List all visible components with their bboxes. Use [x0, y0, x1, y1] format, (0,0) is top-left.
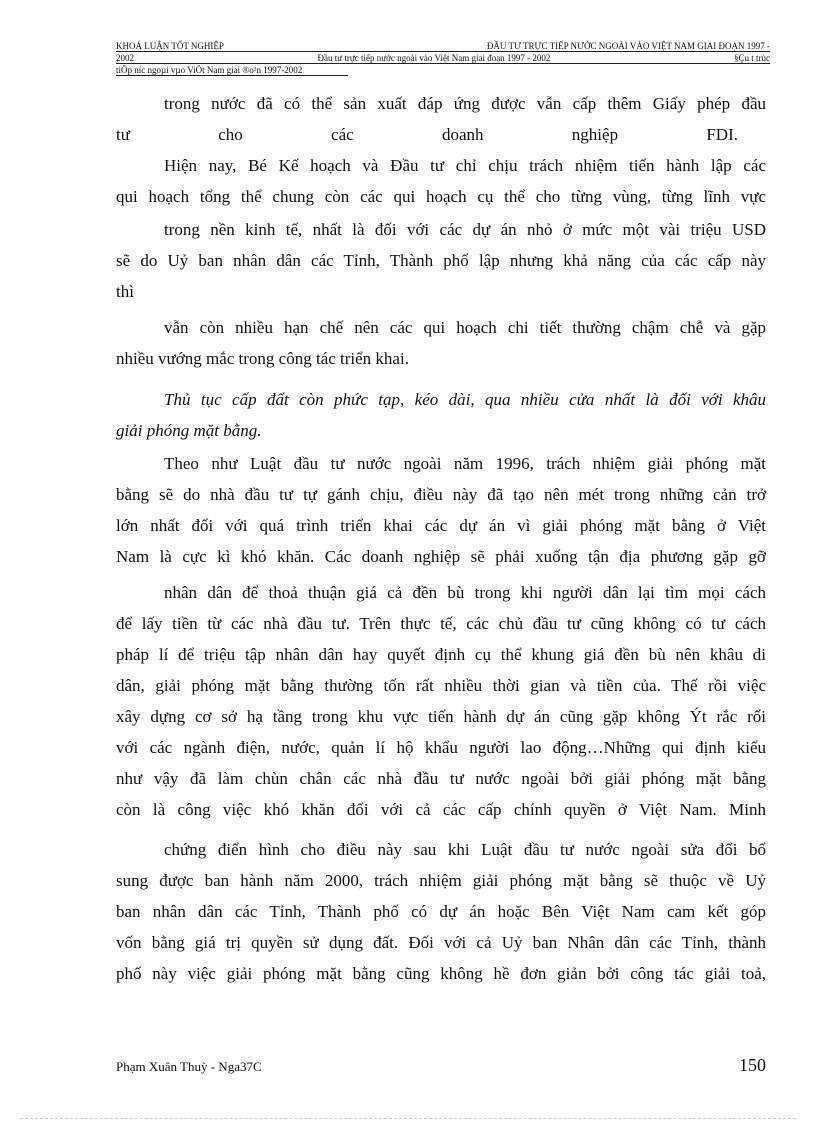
text-line: như vậy đã làm chùn chân các nhà đầu tư nước ngoài bởi giải phóng mặt bằng [116, 769, 766, 788]
text-line: lớn nhất đối với quá trình triển khai các dự án vì giải phóng mặt bằng ở Việt [116, 516, 766, 535]
text-line: vẫn còn nhiều hạn chế nên các qui hoạch chi tiết thường chậm chễ và gặp [164, 318, 766, 337]
page-footer [116, 1055, 766, 1076]
text-line: sung được ban hành năm 2000, trách nhiệm giải phóng mặt bằng sẽ thuộc về Uỷ [116, 871, 766, 890]
text-line: ban nhân dân các Tỉnh, Thành phố có dự án hoặc Bên Việt Nam cam kết góp [116, 902, 766, 921]
paragraph-2 [116, 150, 766, 212]
header-rule-3 [116, 75, 348, 76]
text-line: pháp lí để triệu tập nhân dân hay quyết định cụ thể khung giá đền bù nên khâu di [116, 645, 766, 664]
text-line: nhiều vướng mắc trong công tác triển khai. [116, 349, 409, 368]
header-rule-2 [116, 63, 770, 64]
text-line: xây dựng cơ sở hạ tầng trong khu vực tiến hành dự án cũng gặp không Ýt rắc rối [116, 707, 766, 726]
text-line: bằng sẽ do nhà đầu tư tự gánh chịu, điều này đã tạo nên mét trong những cản trở [116, 485, 766, 504]
text-line: trong nước đã có thể sản xuất đáp ứng được vẫn cấp thêm Giấy phép đầu [164, 94, 766, 113]
header-row3-text: tiÕp níc ngoµi vµo ViÖt Nam giai ®o¹n 1997-2002 [116, 65, 303, 75]
text-line: với các ngành điện, nước, quản lí hộ khẩu người lao động…Những qui định kiểu [116, 738, 766, 757]
header-right-title: ĐẦU TƯ TRỰC TIẾP NƯỚC NGOÀI VÀO VIỆT NAM GIAI ĐOẠN 1997 - [486, 41, 770, 51]
header-row2-right: §Çu t trùc [733, 53, 770, 63]
text-line: vốn bằng giá trị quyền sử dụng đất. Đối với cả Uỷ ban Nhân dân các Tỉnh, thành [116, 933, 766, 952]
paragraph-3 [116, 214, 766, 307]
text-line: Hiện nay, Bé Kế hoạch và Đầu tư chỉ chịu trách nhiệm tiến hành lập các [164, 156, 766, 175]
text-line: phố này việc giải phóng mặt bằng cũng không hề đơn giản bởi công tác giải toả, [116, 964, 766, 983]
page-bottom-divider [20, 1118, 796, 1119]
paragraph-6 [116, 448, 766, 572]
text-line: Theo như Luật đầu tư nước ngoài năm 1996, trách nhiệm giải phóng mặt [164, 454, 766, 473]
running-header [116, 41, 770, 51]
text-line: chứng điển hình cho điều này sau khi Luật đầu tư nước ngoài sửa đổi bổ [164, 840, 766, 859]
header-left-title: KHOÁ LUẬN TỐT NGHIỆP [116, 41, 224, 51]
text-line: tư cho các doanh nghiệp FDI. [116, 125, 738, 144]
header-row-1 [116, 41, 770, 51]
text-line: còn là công việc khó khăn đối với cả các cấp chính quyền ở Việt Nam. Minh [116, 800, 766, 819]
text-line: nhân dân để thoả thuận giá cả đền bù trong khi người dân lại tìm mọi cách [164, 583, 766, 602]
header-row-2 [116, 53, 770, 63]
header-row-3 [116, 65, 770, 75]
text-line: Thủ tục cấp đất còn phức tạp, kéo dài, qua nhiều cửa nhất là đối với khâu [164, 390, 766, 409]
italic-subheading [116, 384, 766, 446]
text-line: qui hoạch tổng thể chung còn các qui hoạch cụ thể cho từng vùng, từng lĩnh vực [116, 187, 766, 206]
header-row2-mid: Đầu tư trực tiếp nước ngoài vào Việt Nam giai đoạn 1997 - 2002 [317, 53, 551, 63]
footer-author: Phạm Xuân Thuỳ - Nga37C [116, 1059, 262, 1074]
text-line: trong nền kinh tế, nhất là đối với các dự án nhỏ ở mức một vài triệu USD [164, 220, 766, 239]
page-number: 150 [739, 1055, 766, 1075]
text-line: để lấy tiền từ các nhà đầu tư. Trên thực tế, các chủ đầu tư cũng không có tư cách [116, 614, 766, 633]
header-rule-1 [116, 51, 770, 52]
text-line: giải phóng mặt bằng. [116, 421, 262, 440]
paragraph-1 [116, 88, 766, 150]
text-line: thì [116, 282, 134, 301]
header-row2-left: 2002 [116, 53, 134, 63]
text-line: dân, giải phóng mặt bằng thường tốn rất nhiều thời gian và tiền của. Thế rồi việc [116, 676, 766, 695]
paragraph-7 [116, 577, 766, 825]
paragraph-8 [116, 834, 766, 989]
paragraph-4 [116, 312, 766, 374]
text-line: sẽ do Uỷ ban nhân dân các Tỉnh, Thành phố lập nhưng khả năng của các cấp này [116, 251, 766, 270]
text-line: Nam là cực kì khó khăn. Các doanh nghiệp sẽ phải xuống tận địa phương gặp gỡ [116, 547, 766, 566]
